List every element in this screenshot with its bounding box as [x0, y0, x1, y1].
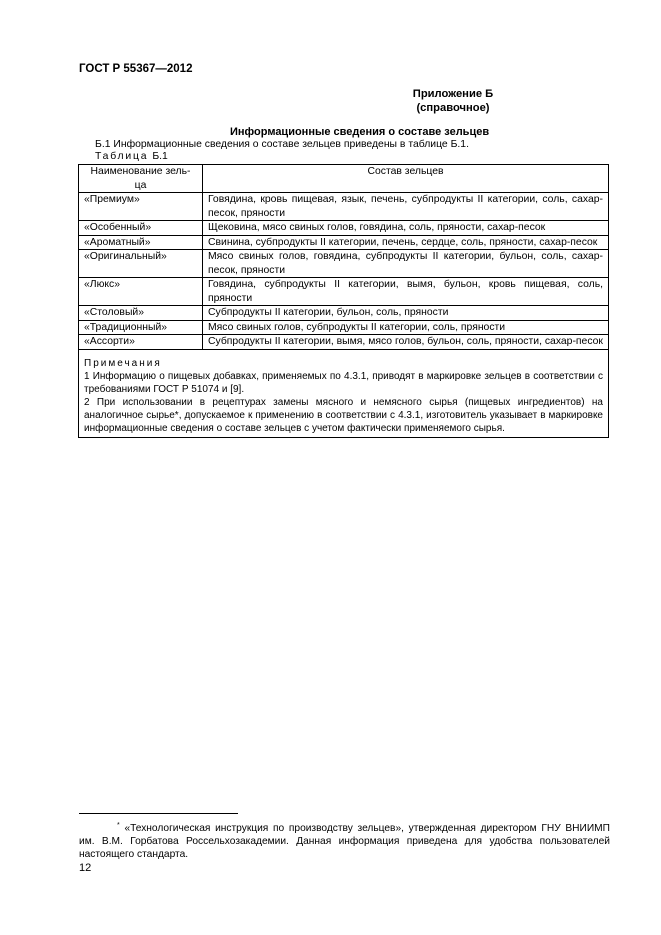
row-name: «Премиум»: [79, 193, 203, 221]
table-row: [79, 320, 609, 335]
note-item: 1 Информацию о пищевых добавках, применяемых по 4.3.1, приводят в маркировке зельцев в соответствии с требованиями ГОСТ Р 51074 и [9].: [84, 370, 603, 395]
row-composition: Субпродукты II категории, вымя, мясо голов, бульон, соль, пряности, сахар-песок: [203, 335, 609, 350]
table-header-row: [79, 165, 609, 193]
row-composition: Субпродукты II категории, бульон, соль, пряности: [203, 306, 609, 321]
row-name: «Оригинальный»: [79, 250, 203, 278]
row-name: «Столовый»: [79, 306, 203, 321]
header-composition: Состав зельцев: [203, 165, 609, 193]
row-composition: Щековина, мясо свиных голов, говядина, соль, пряности, сахар-песок: [203, 221, 609, 236]
header-name-line1: Наименование зель-: [90, 166, 191, 177]
row-name: «Ароматный»: [79, 235, 203, 250]
table-row: [79, 278, 609, 306]
table-row: [79, 221, 609, 236]
appendix-subtitle: (справочное): [416, 102, 490, 114]
row-composition: Мясо свиных голов, субпродукты II категории, соль, пряности: [203, 320, 609, 335]
row-composition: Мясо свиных голов, говядина, субпродукты II категории, бульон, соль, сахар-песок, пряности: [203, 250, 609, 278]
table-caption-word: Таблица: [95, 151, 149, 162]
document-code: ГОСТ Р 55367—2012: [79, 63, 193, 75]
row-name: «Люкс»: [79, 278, 203, 306]
row-composition: Свинина, субпродукты II категории, печень, сердце, соль, пряности, сахар-песок: [203, 235, 609, 250]
section-title: Информационные сведения о составе зельцев: [230, 126, 490, 138]
table-row: [79, 193, 609, 221]
row-composition: Говядина, кровь пищевая, язык, печень, субпродукты II категории, соль, сахар-песок, пряности: [203, 193, 609, 221]
header-name-line2: ца: [134, 179, 147, 191]
footnote-divider: [79, 813, 238, 814]
row-name: «Ассорти»: [79, 335, 203, 350]
row-composition: Говядина, субпродукты II категории, вымя, бульон, кровь пищевая, соль, пряности: [203, 278, 609, 306]
notes-title: Примечания: [84, 357, 162, 369]
header-name: [79, 165, 203, 193]
appendix-heading: [0, 87, 661, 115]
row-name: «Традиционный»: [79, 320, 203, 335]
table-row: [79, 335, 609, 350]
table-caption-number: Б.1: [152, 151, 168, 162]
note-item: 2 При использовании в рецептурах замены мясного и немясного сырья (пищевых ингредиентов) на аналогичное сырье*, допускаемое к применению в соответствии с 4.3.1, изготовитель указывает в маркировке информационные сведения о составе зельцев с учетом фактически применяемого сырья.: [84, 396, 603, 434]
page-number: 12: [79, 862, 92, 874]
table-row: [79, 235, 609, 250]
footnote-marker: *: [117, 822, 120, 829]
table-notes: [79, 349, 609, 437]
row-name: «Особенный»: [79, 221, 203, 236]
intro-paragraph: Б.1 Информационные сведения о составе зельцев приведены в таблице Б.1.: [95, 139, 469, 150]
footnote-text: «Технологическая инструкция по производству зельцев», утвержденная директором ГНУ ВНИИМП им. В.М. Горбатова Россельхозакадемии. Данная информация приведена для удобства пользователей настоящего стандарта.: [79, 823, 610, 860]
footnote: [79, 822, 610, 861]
table-row: [79, 306, 609, 321]
table-notes-row: [79, 349, 609, 437]
table-caption: [95, 151, 168, 162]
table-row: [79, 250, 609, 278]
composition-table: [78, 164, 609, 438]
appendix-title: Приложение Б: [412, 88, 494, 100]
